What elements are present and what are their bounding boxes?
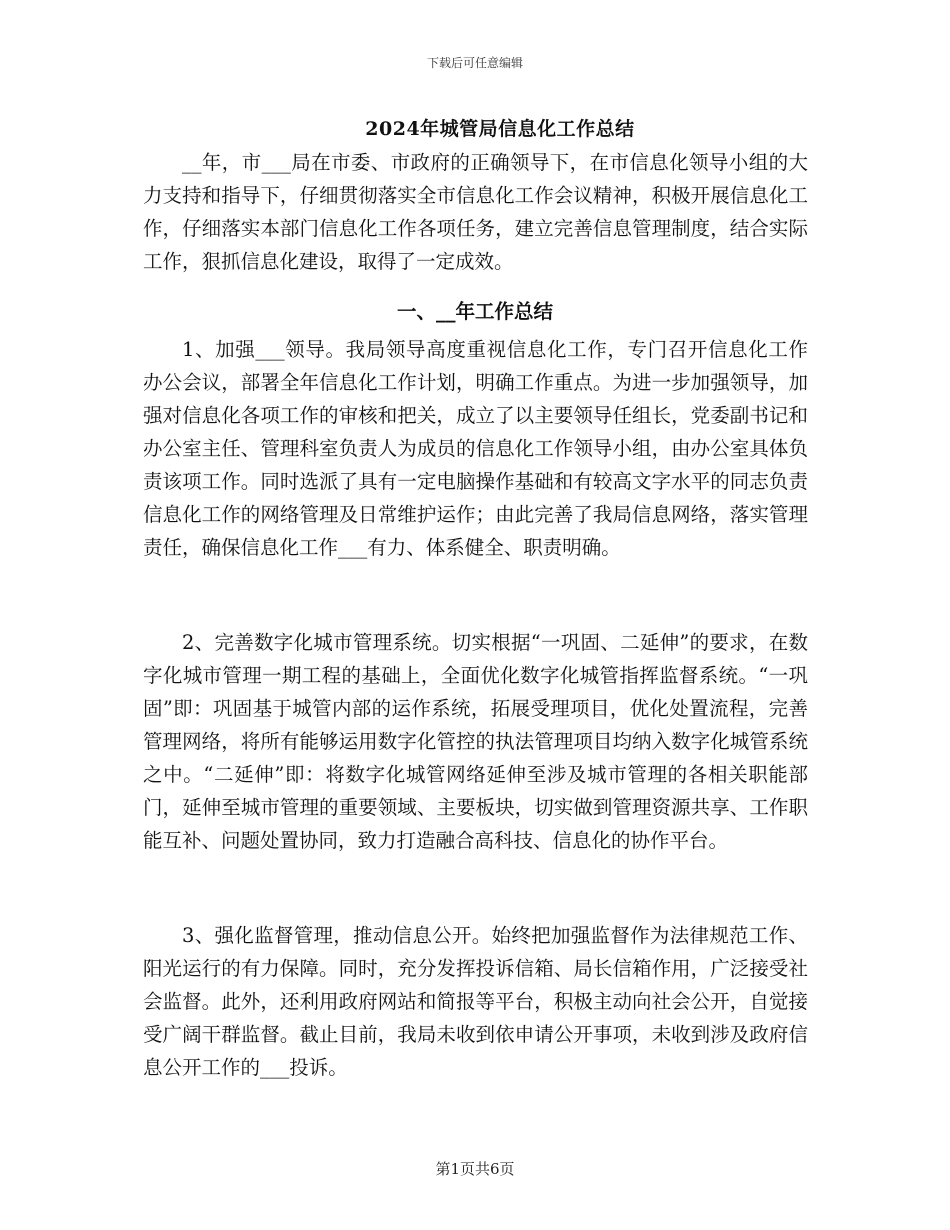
section-heading: 一、__年工作总结 xyxy=(396,300,553,323)
paragraph-2: 2、完善数字化城市管理系统。切实根据“一巩固、二延伸”的要求，在数字化城市管理一期工程的基础上，全面优化数字化城管指挥监督系统。“一巩固”即：巩固基于城管内部的运作系统，拓展受理项目，优化处置流程，完善管理网络，将所有能够运用数字化管控的执法管理项目均纳入数字化城管系统之中。“二延伸”即：将数字化城管网络延伸至涉及城市管理的各相关职能部门，延伸至城市管理的重要领域、主要板块，切实做到管理资源共享、工作职能互补、问题处置协同，致力打造融合高科技、信息化的协作平台。 xyxy=(143,631,808,852)
paragraph-1: 1、加强___领导。我局领导高度重视信息化工作，专门召开信息化工作办公会议，部署全年信息化工作计划，明确工作重点。为进一步加强领导，加强对信息化各项工作的审核和把关，成立了以主要领导任组长，党委副书记和办公室主任、管理科室负责人为成员的信息化工作领导小组，由办公室具体负责该项工作。同时选派了具有一定电脑操作基础和有较高文字水平的同志负责信息化工作的网络管理及日常维护运作；由此完善了我局信息网络，落实管理责任，确保信息化工作___有力、体系健全、职责明确。 xyxy=(143,338,808,559)
paragraph-3: 3、强化监督管理，推动信息公开。始终把加强监督作为法律规范工作、阳光运行的有力保障。同时，充分发挥投诉信箱、局长信箱作用，广泛接受社会监督。此外，还利用政府网站和简报等平台，积极主动向社会公开，自觉接受广阔干群监督。截止目前，我局未收到依申请公开事项，未收到涉及政府信息公开工作的___投诉。 xyxy=(143,924,808,1079)
intro-paragraph: __年，市___局在市委、市政府的正确领导下，在市信息化领导小组的大力支持和指导下，仔细贯彻落实全市信息化工作会议精神，积极开展信息化工作，仔细落实本部门信息化工作各项任务，建立完善信息管理制度，结合实际工作，狠抓信息化建设，取得了一定成效。 xyxy=(143,151,808,273)
header-note: 下载后可任意编辑 xyxy=(426,56,523,70)
document-title: 2024年城管局信息化工作总结 xyxy=(365,118,635,140)
page-footer: 第1页共6页 xyxy=(435,1160,515,1178)
